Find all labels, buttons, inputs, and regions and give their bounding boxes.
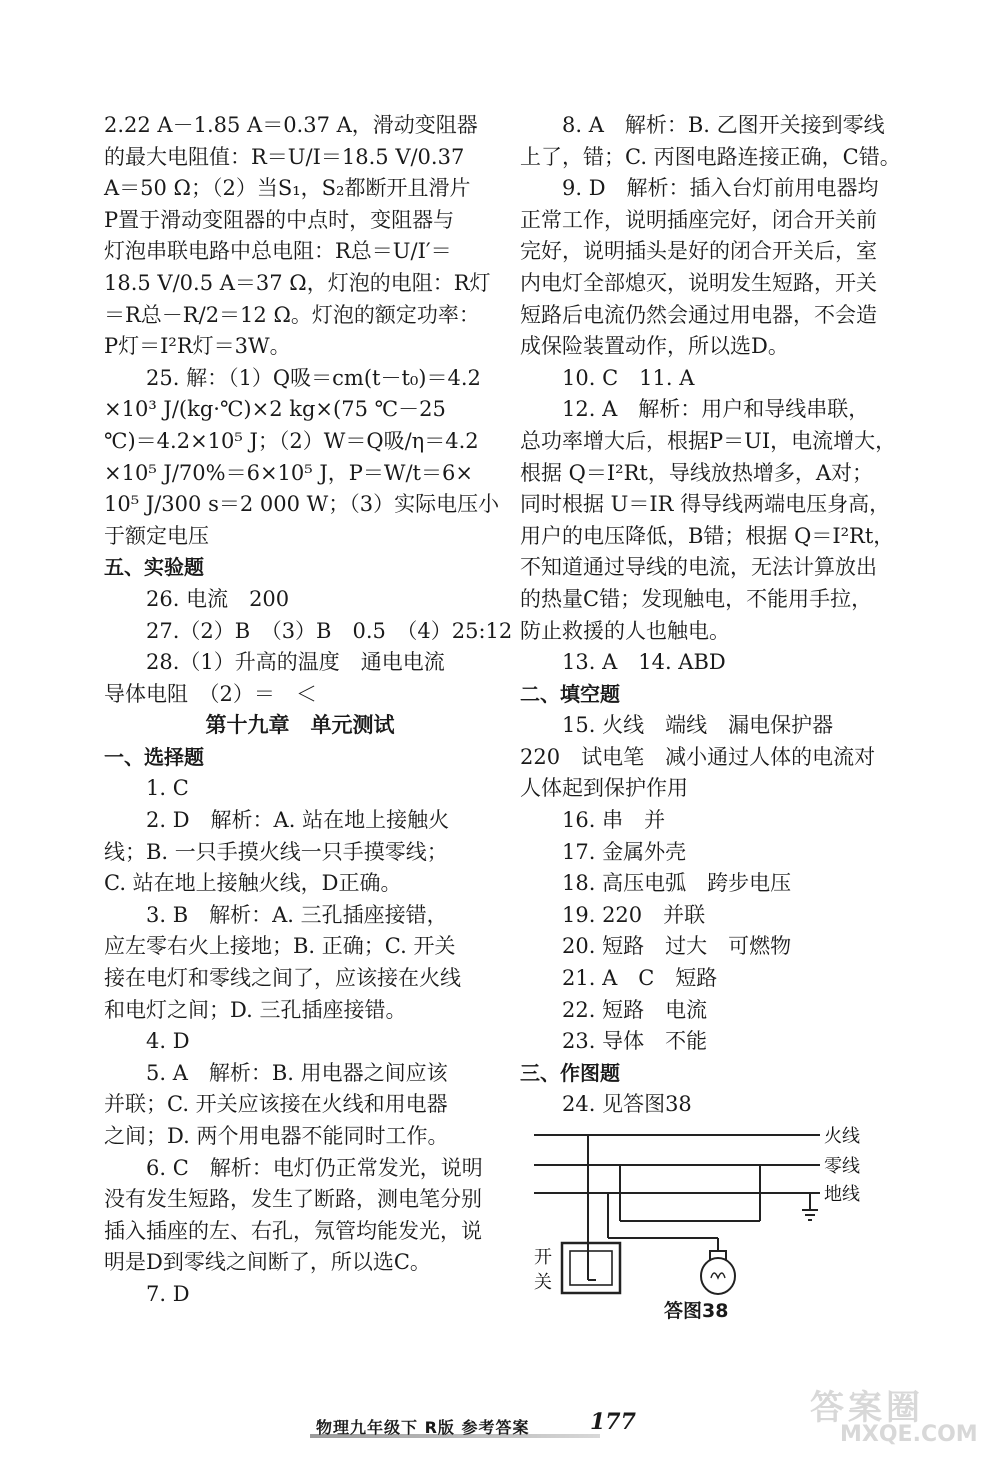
text-line: A＝50 Ω；（2）当S₁，S₂都断开且滑片 xyxy=(104,176,471,201)
text-line: 27.（2）B （3）B 0.5 （4）25:12 xyxy=(146,618,513,643)
section-heading: 三、作图题 xyxy=(520,1060,620,1085)
text-line: 26. 电流 200 xyxy=(146,586,290,611)
text-line: 的热量C错；发现触电，不能用手拉， xyxy=(520,586,873,611)
text-line: 16. 串 并 xyxy=(562,808,666,833)
page-footer xyxy=(310,1409,670,1445)
footer-title: 物理九年级下 R版 参考答案 xyxy=(316,1418,530,1437)
switch-label-top: 开 xyxy=(534,1247,552,1268)
text-line: 之间；D. 两个用电器不能同时工作。 xyxy=(104,1124,449,1148)
text-line: 10. C 11. A xyxy=(562,365,695,390)
left-column xyxy=(104,110,513,1311)
text-line: 20. 短路 过大 可燃物 xyxy=(562,934,792,959)
text-line: 明是D到零线之间断了，所以选C。 xyxy=(104,1250,431,1275)
text-line: 的最大电阻值：R＝U/I＝18.5 V/0.37 xyxy=(104,144,465,169)
watermark-text: 答案圈 xyxy=(810,1388,924,1428)
text-line: 28.（1）升高的温度 通电电流 xyxy=(146,650,445,675)
text-line: ℃)＝4.2×10⁵ J；（2）W＝Q吸/η＝4.2 xyxy=(104,428,479,453)
chapter-title: 第十九章 单元测试 xyxy=(205,713,395,738)
section-heading: 一、选择题 xyxy=(104,744,204,769)
section-heading: 二、填空题 xyxy=(520,681,620,706)
neutral-wire-label: 零线 xyxy=(824,1156,860,1177)
text-line: 24. 见答图38 xyxy=(562,1092,692,1117)
switch-label-bottom: 关 xyxy=(534,1272,552,1293)
text-line: 短路后电流仍然会通过用电器，不会造 xyxy=(520,302,877,327)
text-line: 内电灯全部熄灭，说明发生短路，开关 xyxy=(520,270,877,295)
text-line: 13. A 14. ABD xyxy=(562,650,726,675)
text-line: 应左零右火上接地；B. 正确；C. 开关 xyxy=(104,934,456,959)
text-line: 3. B 解析：A. 三孔插座接错， xyxy=(146,902,448,927)
text-line: 6. C 解析：电灯仍正常发光，说明 xyxy=(146,1155,483,1180)
text-line: 1. C xyxy=(146,776,189,801)
text-line: 22. 短路 电流 xyxy=(562,997,708,1022)
text-line: 用户的电压降低，B错；根据 Q＝I²Rt， xyxy=(520,523,895,548)
text-line: 220 试电笔 减小通过人体的电流对 xyxy=(520,744,876,769)
text-line: 19. 220 并联 xyxy=(562,902,706,927)
text-line: 总功率增大后，根据P＝UI，电流增大， xyxy=(520,428,897,453)
right-column xyxy=(520,110,900,1121)
text-line: 上了，错；C. 丙图电路连接正确，C错。 xyxy=(520,144,901,169)
text-line: 7. D xyxy=(146,1281,190,1306)
text-line: ×10³ J/(kg·℃)×2 kg×(75 ℃－25 xyxy=(104,397,446,422)
text-line: 并联；C. 开关应该接在火线和用电器 xyxy=(104,1092,448,1117)
text-line: C. 站在地上接触火线，D正确。 xyxy=(104,871,402,896)
circuit-diagram xyxy=(520,1118,880,1303)
text-line: 不知道通过导线的电流，无法计算放出 xyxy=(520,555,877,580)
watermark-url: MXQE.COM xyxy=(840,1422,978,1447)
text-line: 完好，说明插头是好的闭合开关后，室 xyxy=(520,239,877,264)
text-line: P置于滑动变阻器的中点时，变阻器与 xyxy=(104,207,455,232)
ground-wire-label: 地线 xyxy=(824,1184,860,1205)
text-line: 接在电灯和零线之间了，应该接在火线 xyxy=(104,966,461,991)
live-wire-label: 火线 xyxy=(824,1126,860,1147)
text-line: 5. A 解析：B. 用电器之间应该 xyxy=(146,1060,448,1085)
text-line: 插入插座的左、右孔，氖管均能发光，说 xyxy=(104,1218,482,1243)
figure-caption: 答图38 xyxy=(664,1300,729,1322)
text-line: 4. D xyxy=(146,1029,190,1054)
text-line: 23. 导体 不能 xyxy=(562,1029,708,1054)
text-line: 成保险装置动作，所以选D。 xyxy=(520,334,789,359)
text-line: 2. D 解析：A. 站在地上接触火 xyxy=(146,808,450,833)
text-line: 正常工作，说明插座完好，闭合开关前 xyxy=(520,207,877,232)
text-line: 18.5 V/0.5 A＝37 Ω，灯泡的电阻：R灯 xyxy=(104,270,491,295)
text-line: 人体起到保护作用 xyxy=(520,776,688,801)
text-line: 2.22 A－1.85 A＝0.37 A，滑动变阻器 xyxy=(104,113,478,137)
text-line: 线；B. 一只手摸火线一只手摸零线； xyxy=(104,839,448,864)
text-line: 18. 高压电弧 跨步电压 xyxy=(562,871,792,896)
text-line: 21. A C 短路 xyxy=(562,966,718,991)
text-line: 12. A 解析：用户和导线串联， xyxy=(562,397,870,422)
text-line: 防止救援的人也触电。 xyxy=(520,618,730,643)
text-line: 根据 Q＝I²Rt，导线放热增多，A对； xyxy=(520,460,874,485)
light-bulb-icon xyxy=(701,1251,735,1294)
section-heading: 五、实验题 xyxy=(104,555,204,580)
text-line: 于额定电压 xyxy=(104,523,209,548)
text-line: ＝R总－R/2＝12 Ω。灯泡的额定功率： xyxy=(104,302,480,327)
switch-symbol xyxy=(562,1243,620,1293)
text-line: 9. D 解析：插入台灯前用电器均 xyxy=(562,176,879,201)
watermark-logo xyxy=(800,1380,990,1456)
text-line: 15. 火线 端线 漏电保护器 xyxy=(562,713,834,738)
text-line: 8. A 解析：B. 乙图开关接到零线 xyxy=(562,113,885,137)
text-line: P灯＝I²R灯＝3W。 xyxy=(104,334,291,359)
text-line: 25. 解：（1）Q吸＝cm(t－t₀)＝4.2 xyxy=(146,365,481,390)
text-line: 和电灯之间；D. 三孔插座接错。 xyxy=(104,997,407,1022)
page-number: 177 xyxy=(590,1409,636,1435)
text-line: 同时根据 U＝IR 得导线两端电压身高， xyxy=(520,492,891,517)
text-line: 导体电阻 （2）＝ ＜ xyxy=(104,681,317,706)
text-line: 没有发生短路，发生了断路，测电笔分别 xyxy=(104,1187,482,1212)
text-line: 灯泡串联电路中总电阻：R总＝U/I′＝ xyxy=(104,239,452,264)
text-line: ×10⁵ J/70%＝6×10⁵ J，P＝W/t＝6× xyxy=(104,460,473,485)
text-line: 17. 金属外壳 xyxy=(562,839,687,864)
text-line: 10⁵ J/300 s＝2 000 W；（3）实际电压小 xyxy=(104,492,500,517)
